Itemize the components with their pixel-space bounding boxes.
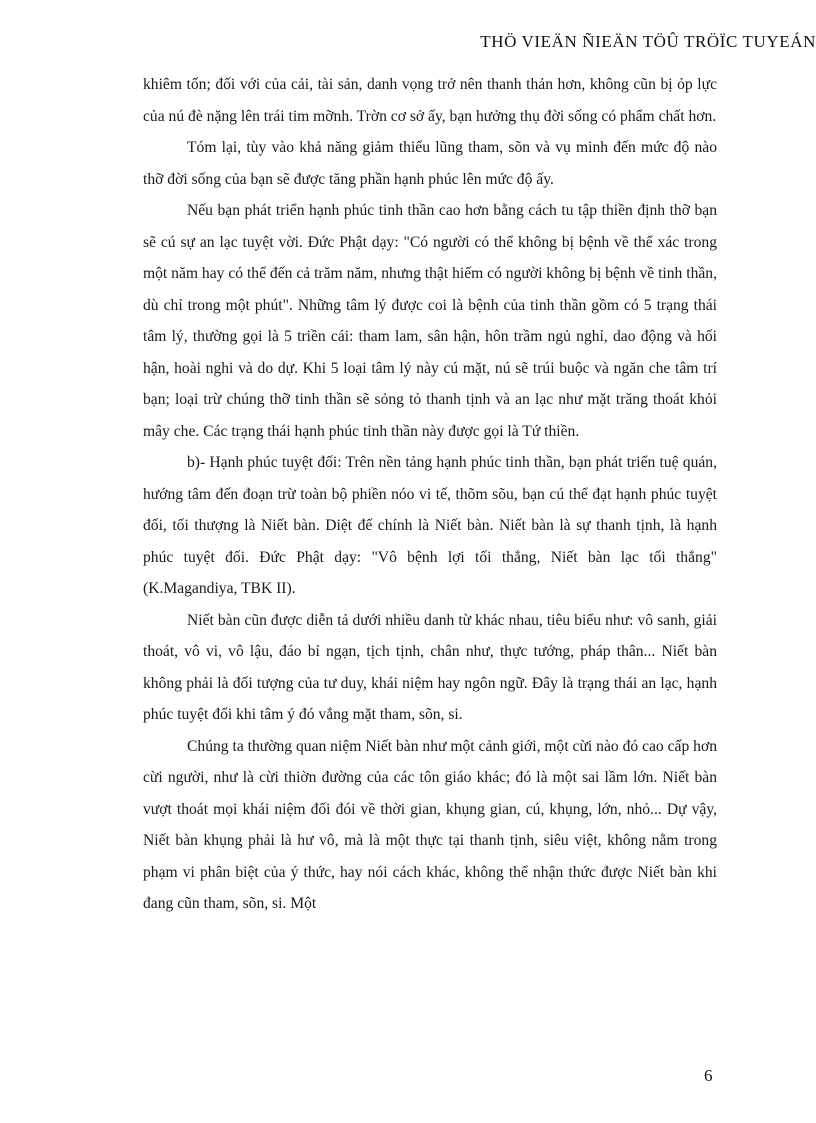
- paragraph-spiritual-happiness: Nếu bạn phát triển hạnh phúc tinh thần cao hơn bằng cách tu tập thiền định thỡ bạn sẽ cú sự an lạc tuyệt vời. Đức Phật dạy: "Có người có thể không bị bệnh về thể xác trong một năm hay có thể đến cả trăm năm, nhưng thật hiếm có người không bị bệnh về tinh thần, dù chỉ trong một phút". Những tâm lý được coi là bệnh của tinh thần gồm có 5 trạng thái tâm lý, thường gọi là 5 triền cái: tham lam, sân hận, hôn trầm ngủ nghỉ, dao động và hối hận, hoài nghi và do dự. Khi 5 loại tâm lý này cú mặt, nú sẽ trúi buộc và ngăn che tâm trí bạn; loại trừ chúng thỡ tinh thần sẽ sỏng tỏ thanh tịnh và an lạc như mặt trăng thoát khỏi mây che. Các trạng thái hạnh phúc tinh thần này được gọi là Tứ thiền.: [143, 202, 717, 440]
- paragraph-summary: Tóm lại, tùy vào khả năng giảm thiểu lũng tham, sõn và vụ minh đến mức độ nào thỡ đời sống của bạn sẽ được tăng phần hạnh phúc lên mức độ ấy.: [143, 139, 717, 188]
- paragraph-absolute-happiness: b)- Hạnh phúc tuyệt đối: Trên nền tảng hạnh phúc tinh thần, bạn phát triển tuệ quán, hướng tâm đến đoạn trừ toàn bộ phiền nóo vi tế, thõm sõu, bạn cú thể đạt hạnh phúc tuyệt đối, tối thượng là Niết bàn. Diệt đế chính là Niết bàn. Niết bàn là sự thanh tịnh, là hạnh phúc tuyệt đối. Đức Phật dạy: "Vô bệnh lợi tối thắng, Niết bàn lạc tối thắng" (K.Magandiya, TBK II).: [143, 454, 717, 597]
- paragraph-continuation: khiêm tốn; đối với của cải, tài sản, danh vọng trở nên thanh thản hơn, không cũn bị ỏp lực của nú đè nặng lên trái tim mỡnh. Trờn cơ sở ấy, bạn hưởng thụ đời sống có phẩm chất hơn.: [143, 76, 717, 125]
- paragraph-nirvana-misconception: Chúng ta thường quan niệm Niết bàn như một cảnh giới, một cừi nào đó cao cấp hơn cừi người, như là cừi thiờn đường của các tôn giáo khác; đó là một sai lầm lớn. Niết bàn vượt thoát mọi khái niệm đối đói về thời gian, khụng gian, cú, khụng, lớn, nhỏ... Dự vậy, Niết bàn khụng phải là hư vô, mà là một thực tại thanh tịnh, siêu việt, không nằm trong phạm vi phân biệt của ý thức, hay nói cách khác, không thể nhận thức được Niết bàn khi đang cũn tham, sõn, si. Một: [143, 737, 717, 912]
- running-header: THÖ VIEÄN ÑIEÄN TÖÛ TRÖÏC TUYEÁN: [480, 32, 816, 51]
- paragraph-nirvana-names: Niết bàn cũn được diễn tả dưới nhiều danh từ khác nhau, tiêu biểu như: vô sanh, giải thoát, vô vi, vô lậu, đáo bỉ ngạn, tịch tịnh, chân như, thực tướng, pháp thân... Niết bàn không phải là đối tượng của tư duy, khái niệm hay ngôn ngữ. Đây là trạng thái an lạc, hạnh phúc tuyệt đối khi tâm ý đó vắng mặt tham, sõn, si.: [143, 611, 717, 723]
- document-body: [143, 69, 717, 920]
- page-number: 6: [704, 1066, 713, 1085]
